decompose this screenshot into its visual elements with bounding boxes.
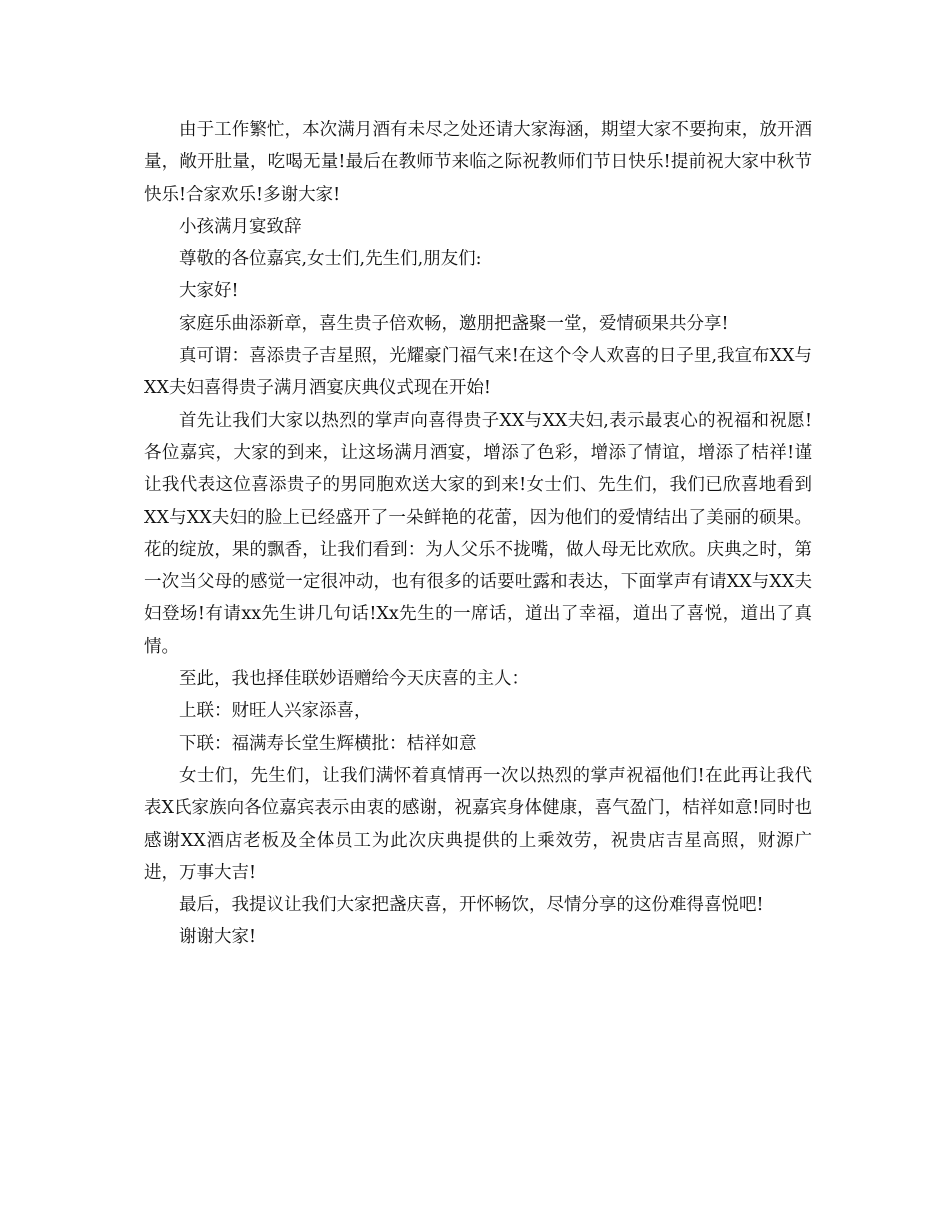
paragraph-closing: 谢谢大家! <box>179 927 257 948</box>
greeting: 大家好! <box>179 281 239 302</box>
document-body <box>144 114 812 954</box>
paragraph-opening-verse: 家庭乐曲添新章，喜生贵子倍欢畅，邀朋把盏聚一堂，爱情硕果共分享! <box>179 313 729 334</box>
paragraph-toast: 最后，我提议让我们大家把盏庆喜，开怀畅饮，尽情分享的这份难得喜悦吧! <box>179 895 764 916</box>
salutation: 尊敬的各位嘉宾,女士们,先生们,朋友们: <box>179 249 482 270</box>
paragraph-main-speech: 首先让我们大家以热烈的掌声向喜得贵子XX与XX夫妇,表示最衷心的祝福和祝愿!各位嘉宾，大家的到来，让这场满月酒宴，增添了色彩，增添了情谊，增添了桔祥!谨让我代表这位喜添贵子的男同胞欢送大家的到来!女士们、先生们，我们已欣喜地看到XX与XX夫妇的脸上已经盛开了一朵鲜艳的花蕾，因为他们的爱情结出了美丽的硕果。花的绽放，果的飘香，让我们看到：为人父乐不拢嘴，做人母无比欢欣。庆典之时，第一次当父母的感觉一定很冲动，也有很多的话要吐露和表达，下面掌声有请XX与XX夫妇登场!有请xx先生讲几句话!Xx先生的一席话，道出了幸福，道出了喜悦，道出了真情。 <box>144 410 812 657</box>
paragraph-couplet-upper: 上联：财旺人兴家添喜， <box>179 701 372 722</box>
paragraph-couplet-lower: 下联：福满寿长堂生辉横批：桔祥如意 <box>179 733 477 754</box>
paragraph-thanks: 女士们，先生们，让我们满怀着真情再一次以热烈的掌声祝福他们!在此再让我代表X氏家族向各位嘉宾表示由衷的感谢，祝嘉宾身体健康，喜气盈门，桔祥如意!同时也感谢XX酒店老板及全体员工为此次庆典提供的上乘效劳，祝贵店吉星高照，财源广进，万事大吉! <box>144 765 812 883</box>
paragraph-couplet-intro: 至此，我也择佳联妙语赠给今天庆喜的主人： <box>179 669 529 690</box>
paragraph-closing-thanks-previous: 由于工作繁忙，本次满月酒有未尽之处还请大家海涵，期望大家不要拘束，放开酒量，敞开肚量，吃喝无量!最后在教师节来临之际祝教师们节日快乐!提前祝大家中秋节快乐!合家欢乐!多谢大家! <box>144 120 812 205</box>
paragraph-ceremony-start: 真可谓：喜添贵子吉星照，光耀豪门福气来!在这个令人欢喜的日子里,我宣布XX与XX夫妇喜得贵子满月酒宴庆典仪式现在开始! <box>144 346 812 399</box>
section-title: 小孩满月宴致辞 <box>179 216 302 237</box>
